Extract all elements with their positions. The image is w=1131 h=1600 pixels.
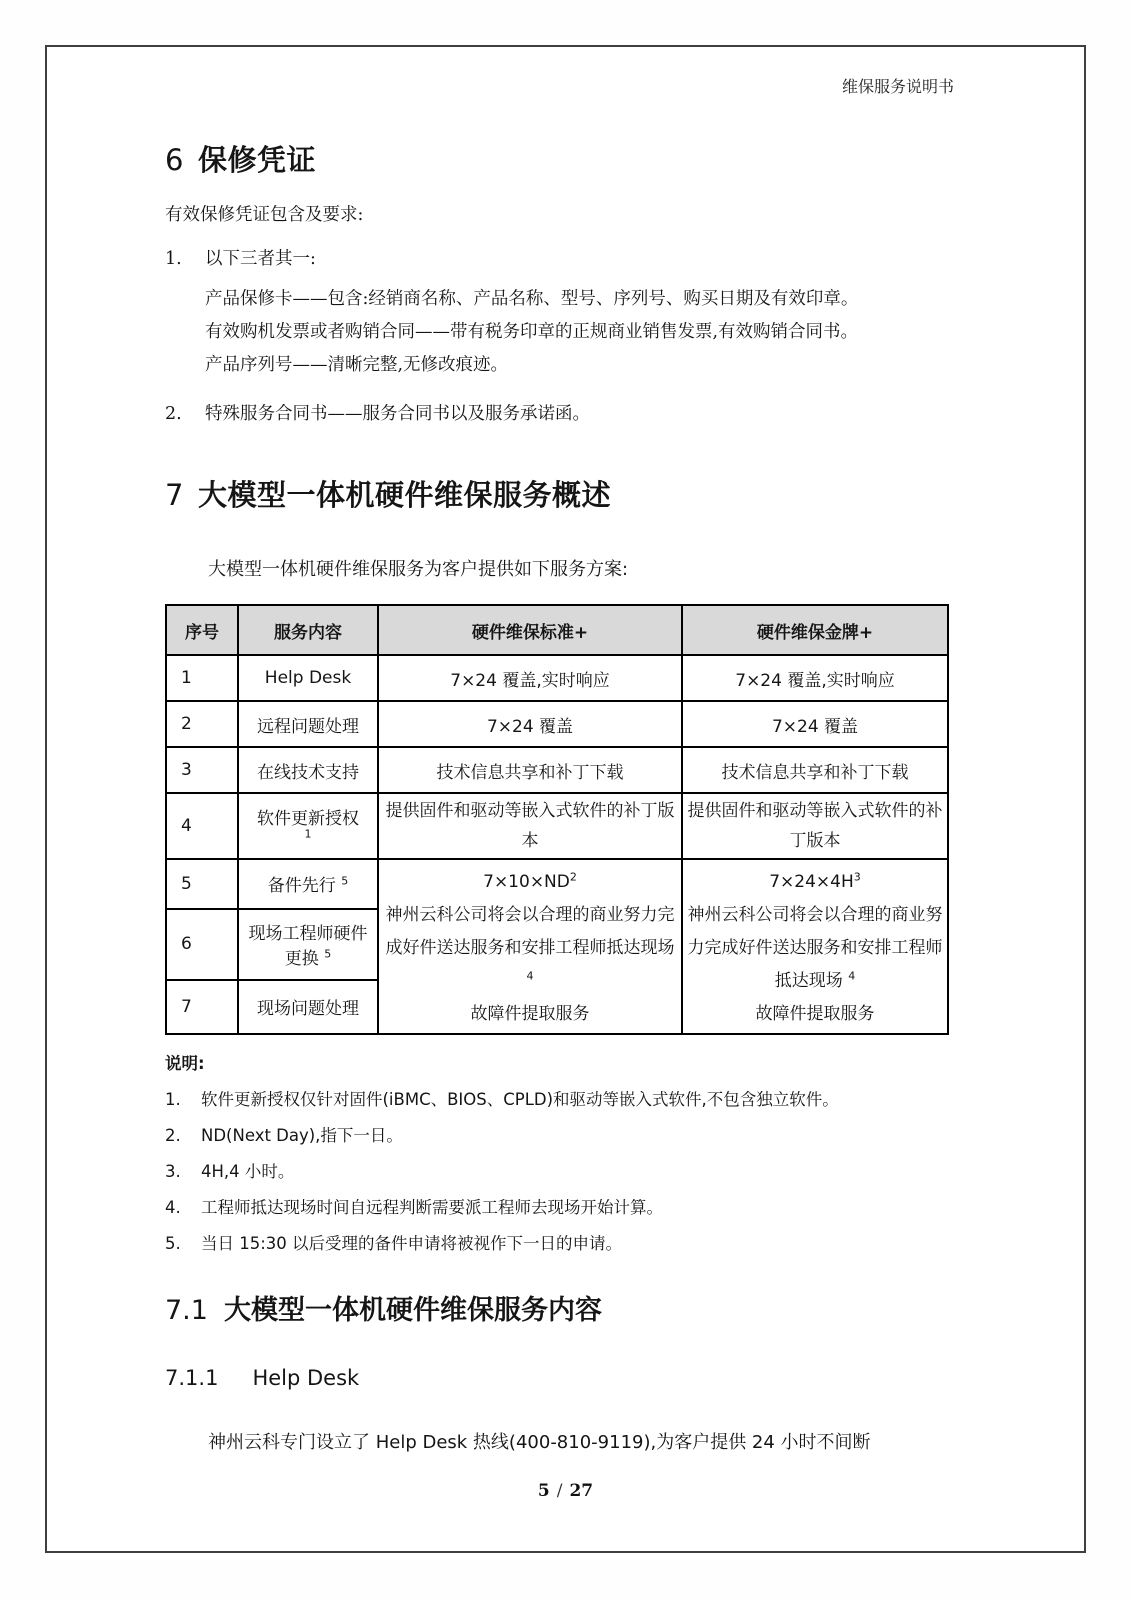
row1-service: Help Desk	[238, 655, 378, 701]
standard-commitment: 神州云科公司将会以合理的商业努力完成好件送达服务和安排工程师抵达现场 $^4$	[385, 905, 675, 983]
row2-service: 远程问题处理	[238, 701, 378, 747]
col-header-no: 序号	[166, 605, 238, 655]
service-plan-table	[165, 604, 949, 1035]
note-1-text: 软件更新授权仅针对固件(iBMC、BIOS、CPLD)和驱动等嵌入式软件,不包含独立软件。	[201, 1090, 839, 1109]
gold-commitment: 神州云科公司将会以合理的商业努力完成好件送达服务和安排工程师抵达现场 $^4$	[687, 905, 943, 991]
notes-label: 说明:	[165, 1054, 205, 1073]
table-row	[166, 701, 948, 747]
section6-intro: 有效保修凭证包含及要求:	[165, 205, 364, 225]
row3-gold: 技术信息共享和补丁下载	[682, 747, 948, 793]
table-row	[166, 747, 948, 793]
section6-number: 6	[165, 143, 184, 177]
document-header-title: 维保服务说明书	[841, 77, 954, 96]
row4-service	[238, 793, 378, 859]
page-number-total: 27	[569, 1481, 594, 1501]
sub-line-3: 产品序列号——清晰完整,无修改痕迹。	[205, 355, 509, 375]
row2-no: 2	[166, 701, 238, 747]
gold-extra-service: 故障件提取服务	[755, 1004, 875, 1024]
row2-standard: 7×24 覆盖	[378, 701, 682, 747]
page-footer	[47, 1481, 1084, 1501]
row4-standard: 提供固件和驱动等嵌入式软件的补丁版本	[378, 793, 682, 859]
standard-commitment-footnote: 4	[526, 969, 534, 983]
note-item-5	[165, 1233, 954, 1255]
row7-service: 现场问题处理	[238, 980, 378, 1034]
standard-sla-footnote: 2	[569, 870, 577, 884]
row6-service-footnote: 5	[324, 947, 332, 961]
page-frame	[45, 45, 1086, 1553]
row4-service-label: 软件更新授权	[257, 808, 359, 829]
row3-standard: 技术信息共享和补丁下载	[378, 747, 682, 793]
row6-service: 现场工程师硬件更换 $^5$	[238, 909, 378, 980]
list-item-1-text: 以下三者其一:	[205, 249, 316, 269]
section6-title: 保修凭证	[197, 143, 316, 177]
row4-service-footnote: 1	[304, 826, 312, 840]
note-4-number: 4.	[165, 1198, 181, 1217]
note-item-4	[165, 1197, 954, 1219]
section711-number: 7.1.1	[165, 1366, 219, 1390]
gold-sla: $7\times 24\times 4H^3$	[769, 870, 861, 892]
section711-title: Help Desk	[252, 1366, 360, 1390]
note-4-text: 工程师抵达现场时间自远程判断需要派工程师去现场开始计算。	[201, 1198, 663, 1217]
col-header-service: 服务内容	[238, 605, 378, 655]
list-item-1-number: 1.	[165, 249, 182, 269]
standard-extra-service: 故障件提取服务	[470, 1004, 590, 1024]
table-row	[166, 793, 948, 859]
section6-heading	[165, 143, 954, 177]
list-item-1-subparagraphs	[205, 283, 954, 382]
note-3-number: 3.	[165, 1162, 181, 1181]
list-item-2-number: 2.	[165, 404, 182, 424]
col-header-gold: 硬件维保金牌+	[682, 605, 948, 655]
list-item-1	[165, 247, 954, 271]
col-header-standard: 硬件维保标准+	[378, 605, 682, 655]
note-item-3	[165, 1161, 954, 1183]
section7-heading	[165, 478, 954, 512]
row7-no: 7	[166, 980, 238, 1034]
note-item-2	[165, 1125, 954, 1147]
table-row	[166, 859, 948, 909]
row1-gold: 7×24 覆盖,实时响应	[682, 655, 948, 701]
section7-number: 7	[165, 478, 184, 512]
page-content	[47, 77, 1084, 1455]
note-3-text: 4H,4 小时。	[201, 1162, 295, 1181]
row1-standard: 7×24 覆盖,实时响应	[378, 655, 682, 701]
page-number-current: 5	[537, 1481, 550, 1501]
list-item-2-text: 特殊服务合同书——服务合同书以及服务承诺函。	[205, 404, 590, 424]
table-header-row	[166, 605, 948, 655]
note-item-1	[165, 1089, 954, 1111]
note-5-number: 5.	[165, 1234, 181, 1253]
section71-title: 大模型一体机硬件维保服务内容	[223, 1295, 602, 1326]
sub-line-2: 有效购机发票或者购销合同——带有税务印章的正规商业销售发票,有效购销合同书。	[205, 322, 859, 342]
row5-no: 5	[166, 859, 238, 909]
section71-number: 7.1	[165, 1295, 208, 1326]
section7-intro: 大模型一体机硬件维保服务为客户提供如下服务方案:	[208, 559, 629, 580]
row1-no: 1	[166, 655, 238, 701]
gold-commitment-footnote: 4	[848, 969, 856, 983]
note-2-text: ND(Next Day),指下一日。	[201, 1126, 403, 1145]
sub-line-1: 产品保修卡——包含:经销商名称、产品名称、型号、序列号、购买日期及有效印章。	[205, 289, 859, 309]
list-item-2	[165, 402, 954, 426]
row6-no: 6	[166, 909, 238, 980]
standard-sla: $7\times 10\times ND^2$	[483, 870, 577, 892]
merged-gold-cell	[682, 859, 948, 1034]
merged-standard-cell	[378, 859, 682, 1034]
section71-heading	[165, 1295, 954, 1327]
row2-gold: 7×24 覆盖	[682, 701, 948, 747]
row3-no: 3	[166, 747, 238, 793]
gold-sla-footnote: 3	[853, 870, 861, 884]
row3-service: 在线技术支持	[238, 747, 378, 793]
row5-service: 备件先行 $^5$	[238, 859, 378, 909]
table-row	[166, 655, 948, 701]
row4-gold: 提供固件和驱动等嵌入式软件的补丁版本	[682, 793, 948, 859]
row4-no: 4	[166, 793, 238, 859]
section711-body: 神州云科专门设立了 Help Desk 热线(400-810-9119),为客户提供 24 小时不间断	[208, 1432, 871, 1453]
note-5-text: 当日 15:30 以后受理的备件申请将被视作下一日的申请。	[201, 1234, 623, 1253]
note-1-number: 1.	[165, 1090, 181, 1109]
section7-title: 大模型一体机硬件维保服务概述	[197, 478, 611, 512]
section711-heading	[165, 1365, 954, 1391]
note-2-number: 2.	[165, 1126, 181, 1145]
page-number-separator: /	[556, 1481, 563, 1501]
row5-service-footnote: 5	[341, 874, 349, 888]
